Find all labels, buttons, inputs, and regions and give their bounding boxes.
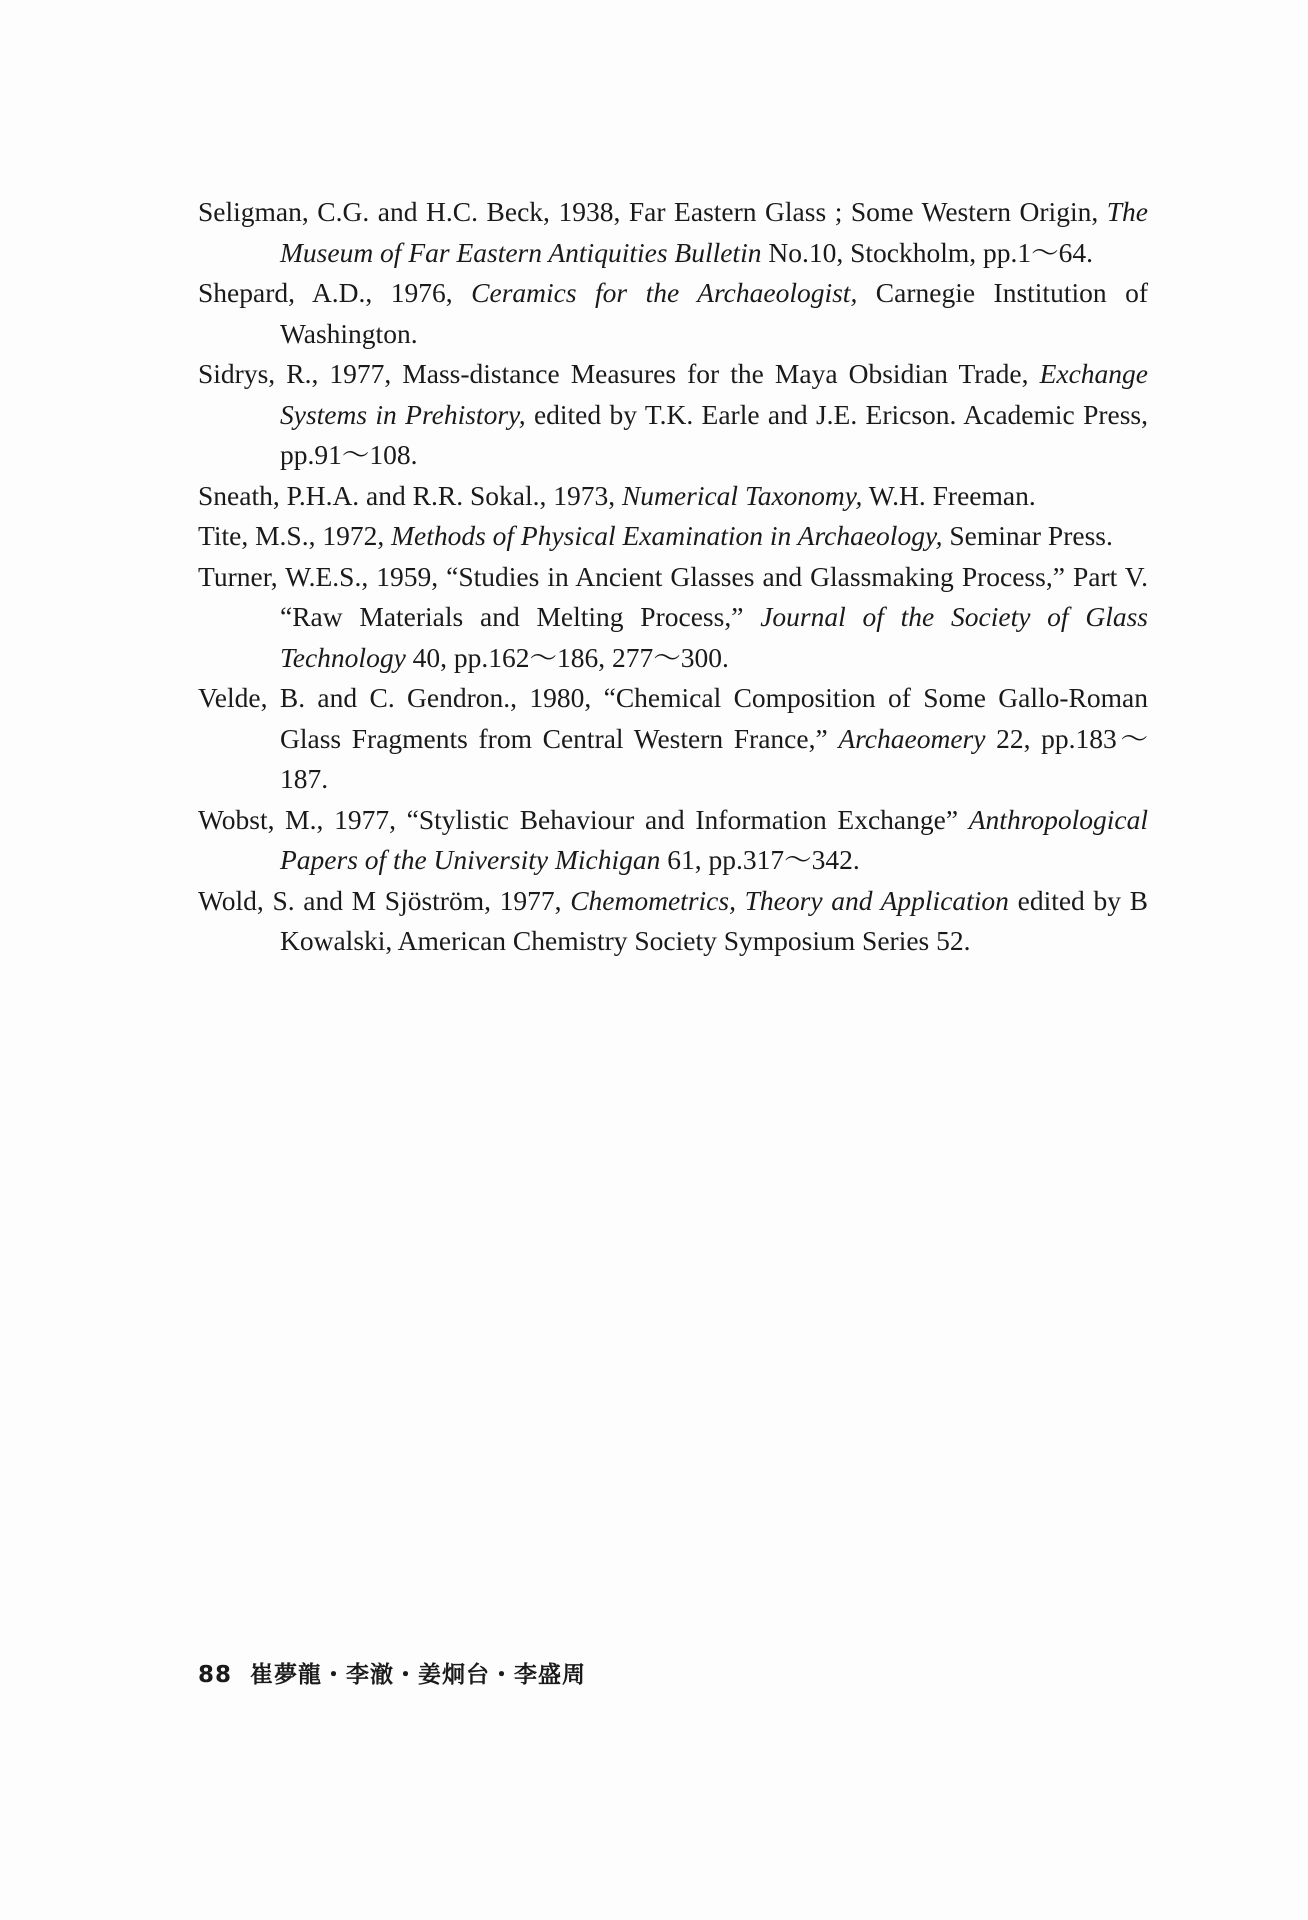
reference-title: Exchange Systems in Prehistory, [280,358,1148,430]
reference-title: Numerical Taxonomy, [621,479,863,511]
page-number: 88 [198,1662,233,1688]
reference-title: Archaeomery [838,722,986,754]
reference-text: Velde, B. and C. Gendron., 1980, “Chemical Composition of Some Gallo-Roman Glass Fragments from Central Western France,” [198,682,1148,754]
reference-text: edited by T.K. Earle and J.E. Ericson. Academic Press, pp.91～108. [280,398,1149,470]
reference-text: No.10, Stockholm, pp.1～64. [761,236,1093,268]
reference-text: 61, pp.317～342. [660,844,860,875]
reference-entry-sneath [198,476,1148,517]
footer-authors: 崔夢龍・李澈・姜炯台・李盛周 [250,1662,587,1688]
reference-text: Wobst, M., 1977, “Stylistic Behaviour and Information Exchange” [198,803,969,835]
reference-title: Ceramics for the Archaeologist, [471,277,858,308]
reference-text: Turner, W.E.S., 1959, “Studies in Ancient Glasses and Glassmaking Process,” Part V. “Raw Materials and Melting Process,” [198,560,1148,632]
reference-entry-velde [198,678,1148,800]
reference-text: Sidrys, R., 1977, Mass-distance Measures for the Maya Obsidian Trade, [198,358,1040,389]
reference-text: Seligman, C.G. and H.C. Beck, 1938, Far Eastern Glass ; Some Western Origin, [198,196,1107,227]
reference-text: 22, pp.183～187. [280,722,1148,794]
reference-text: Carnegie Institution of Washington. [280,277,1148,349]
reference-text: edited by B Kowalski, American Chemistry Society Symposium Series 52. [280,884,1148,956]
reference-text: Seminar Press. [942,520,1113,551]
reference-entry-seligman [198,192,1148,273]
reference-text: Sneath, P.H.A. and R.R. Sokal., 1973, [198,479,622,511]
reference-text: Shepard, A.D., 1976, [198,277,472,308]
reference-title: Chemometrics, Theory and Application [570,884,1009,916]
reference-entry-wold [198,881,1148,962]
reference-text: Wold, S. and M Sjöström, 1977, [198,884,571,916]
reference-title: Journal of the Society of Glass Technology [280,601,1148,673]
reference-entry-turner [198,557,1148,679]
reference-text: W.H. Freeman. [862,479,1036,511]
reference-title: Anthropological Papers of the University Michigan [280,803,1148,875]
reference-entry-shepard [198,273,1148,354]
reference-text: 40, pp.162～186, 277～300. [405,641,729,673]
reference-title: Methods of Physical Examination in Archaeology, [391,520,943,551]
reference-text: Tite, M.S., 1972, [198,520,392,551]
reference-entry-tite [198,516,1148,557]
reference-entry-wobst [198,800,1148,881]
reference-list [198,192,1148,962]
page-footer [198,1656,586,1689]
reference-entry-sidrys [198,354,1148,476]
reference-title: The Museum of Far Eastern Antiquities Bulletin [280,196,1148,268]
